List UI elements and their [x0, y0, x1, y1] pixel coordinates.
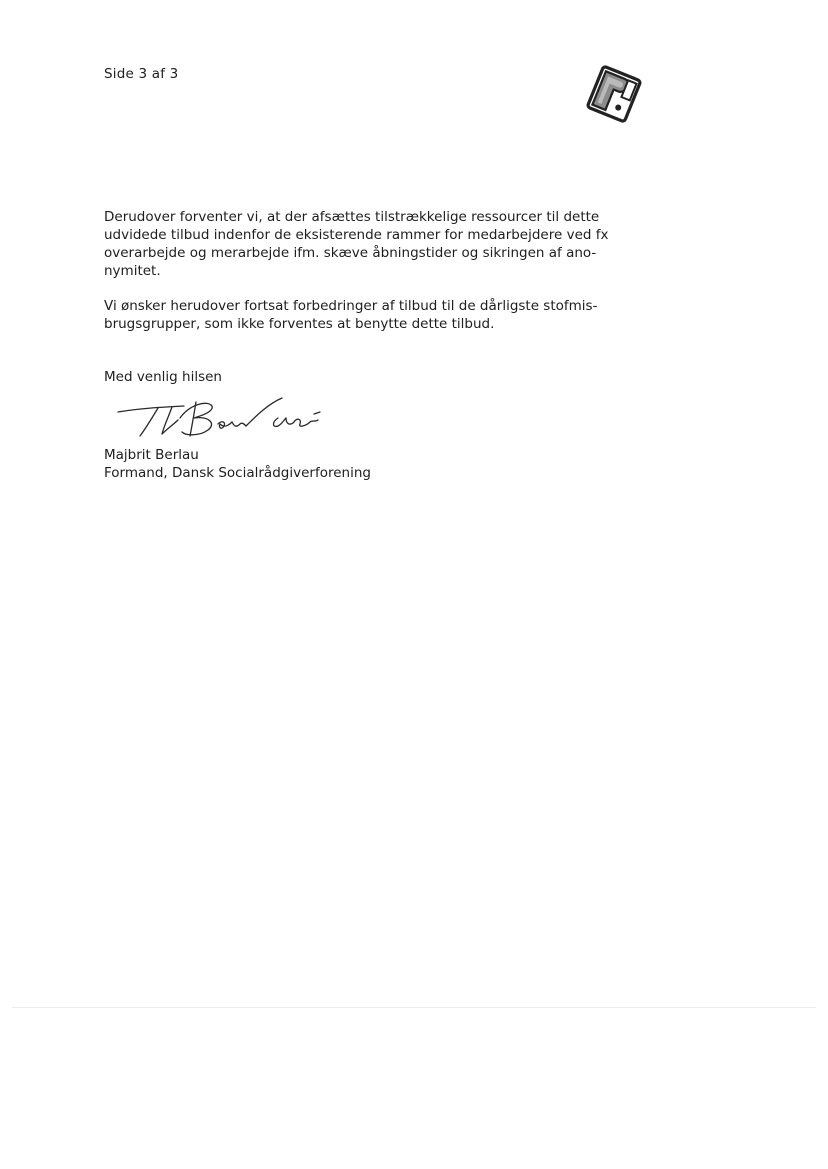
- signer-title: Formand, Dansk Socialrådgiverforening: [104, 465, 371, 481]
- paragraph-1-line: nymitet.: [104, 263, 161, 279]
- signer-block: [104, 446, 371, 482]
- paragraph-1-line: Derudover forventer vi, at der afsættes tilstrækkelige ressourcer til dette: [104, 209, 600, 225]
- letter-body: [104, 208, 624, 386]
- paragraph-2-line: brugsgrupper, som ikke forventes at benytte dette tilbud.: [104, 316, 495, 332]
- paragraph-1-line: udvidede tilbud indenfor de eksisterende rammer for medarbejdere ved fx: [104, 227, 609, 243]
- signer-name: Majbrit Berlau: [104, 447, 199, 463]
- paragraph-2: [104, 297, 624, 333]
- footer-divider: [12, 1007, 816, 1008]
- organization-logo-icon: [582, 62, 646, 126]
- paragraph-1-line: overarbejde og merarbejde ifm. skæve åbningstider og sikringen af ano-: [104, 245, 597, 261]
- closing-line: Med venlig hilsen: [104, 369, 222, 385]
- page-number: Side 3 af 3: [104, 66, 179, 82]
- handwritten-signature: [112, 394, 362, 444]
- paragraph-1: [104, 208, 624, 280]
- paragraph-2-line: Vi ønsker herudover fortsat forbedringer af tilbud til de dårligste stofmis-: [104, 298, 598, 314]
